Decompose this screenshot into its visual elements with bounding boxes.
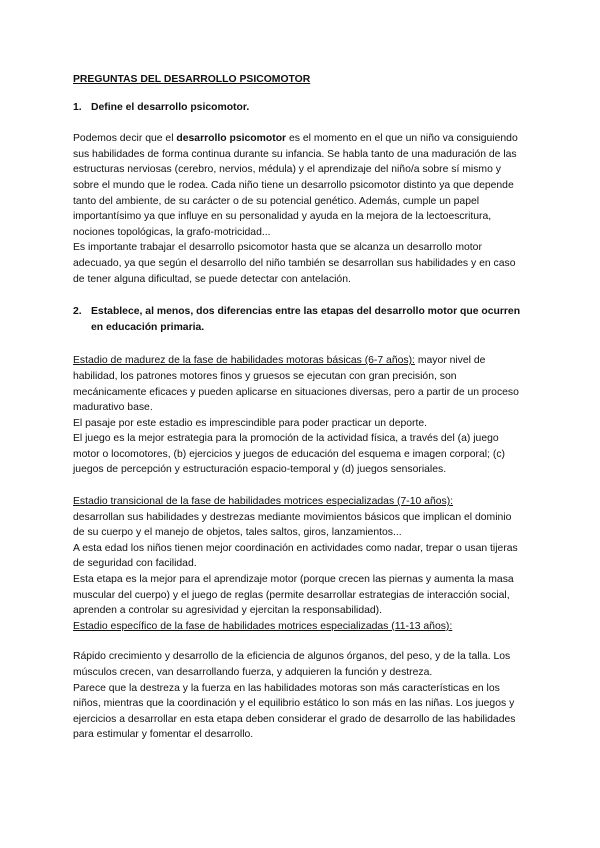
document-body (73, 72, 525, 743)
question-2 (73, 304, 525, 335)
stage-2-paragraph-2: A esta edad los niños tienen mejor coordinación en actividades como nadar, trepar o usan tijeras de seguridad con facilidad. (73, 542, 518, 570)
answer-1-paragraph-2: Es importante trabajar el desarrollo psicomotor hasta que se alcanza un desarrollo motor adecuado, ya que según el desarrollo del niño también se desarrollan sus habilidades y en caso de tener alguna dificultad, se puede detectar con antelación. (73, 242, 516, 285)
answer-1 (73, 131, 525, 287)
answer-1-bold-term: desarrollo psicomotor (176, 133, 287, 145)
stage-1-heading: Estadio de madurez de la fase de habilidades motoras básicas (6-7 años): (73, 355, 415, 367)
stage-1-paragraph-2: El pasaje por este estadio es imprescindible para poder practicar un deporte. (73, 417, 428, 429)
stage-3-paragraph-1: Rápido crecimiento y desarrollo de la eficiencia de algunos órganos, del peso, y de la talla. Los músculos crecen, van desarrollando fuerza, y adquieren la función y destreza. (73, 651, 511, 678)
stage-2-paragraph-3: Esta etapa es la mejor para el aprendizaje motor (porque crecen las piernas y aumenta la masa muscular del cuerpo) y el juego de reglas (permite desarrollar estrategias de interacción social, aprenden a controlar su agresividad y ejercitan la responsabilidad). (73, 574, 514, 617)
question-1-number: 1. (73, 101, 82, 113)
stage-1-paragraph-3: El juego es la mejor estrategia para la promoción de la actividad física, a través del (a) juego motor o locomotores, (b) ejercicios y juegos de educación del esquema e imagen corporal; (c) juegos de percepción y estructuración espacio-temporal y (d) juegos sensoriales. (73, 433, 505, 476)
answer-1-text-b: es el momento en el que un niño va consiguiendo sus habilidades de forma continua durante su infancia. Se habla tanto de una maduración de las estructuras nerviosas (cerebro, nervios, médula) y el aprendizaje del niño/a sobre sí mismo y sobre el mundo que le rodea. Cada niño tiene un desarrollo psicomotor distinto ya que depende tanto del ambiente, de su carácter o de su potencial genético. Además, cumple un papel importantísimo ya que influye en su personalidad y ayuda en la mejora de la lectoescritura, nociones topológicas, la grafo-motricidad... (73, 133, 518, 238)
stage-3-heading: Estadio específico de la fase de habilidades motrices especializadas (11-13 años): (73, 620, 453, 632)
stage-3-paragraph-2: Parece que la destreza y la fuerza en las habilidades motoras son más características en los niños, mientras que la coordinación y el equilibrio estático lo son más en las niñas. Los juegos y ejercicios a desarrollar en esta etapa deben considerar el grado de desarrollo de las habilidades para estimular y fomentar el desarrollo. (73, 682, 516, 741)
document-title: PREGUNTAS DEL DESARROLLO PSICOMOTOR (73, 74, 311, 85)
stage-1-paragraph (73, 353, 525, 415)
stage-2-text: desarrollan sus habilidades y destrezas mediante movimientos básicos que implican el dominio de su cuerpo y el manejo de objetos, tales saltos, giros, lanzamientos... (73, 511, 512, 539)
answer-1-paragraph-1 (73, 131, 525, 240)
stage-2-section (73, 494, 525, 634)
question-2-number: 2. (73, 306, 82, 318)
stage-2-heading: Estadio transicional de la fase de habilidades motrices especializadas (7-10 años): (73, 496, 454, 508)
stage-1-section (73, 353, 525, 478)
question-1-text: Define el desarrollo psicomotor. (91, 101, 250, 113)
stage-1-text: mayor nivel de habilidad, los patrones motores finos y gruesos se ejecutan con gran precisión, son mecánicamente eficaces y pueden aplicarse en situaciones diversas, pero a partir de un proceso madurativo base. (73, 355, 519, 414)
question-1 (73, 100, 525, 116)
stage-3-section (73, 649, 525, 743)
question-2-text: Establece, al menos, dos diferencias entre las etapas del desarrollo motor que ocurren en educación primaria. (91, 306, 521, 333)
answer-1-text-a: Podemos decir que el (73, 133, 177, 145)
